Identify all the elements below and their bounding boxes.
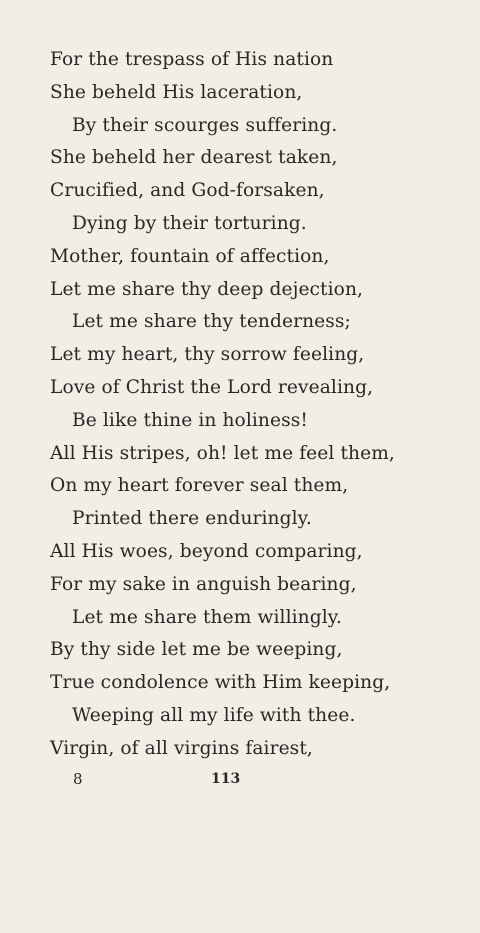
poem-line: She beheld His laceration,: [50, 81, 303, 103]
poem-line: Be like thine in holiness!: [72, 409, 308, 431]
poem-line: Printed there enduringly.: [72, 508, 312, 530]
poem-line: Mother, fountain of affection,: [50, 245, 330, 267]
page-number: 113: [211, 771, 241, 787]
poem-line: She beheld her dearest taken,: [50, 147, 338, 169]
poem-line: By thy side let me be weeping,: [50, 639, 343, 661]
poem-line: Weeping all my life with thee.: [72, 704, 356, 726]
poem-line: True condolence with Him keeping,: [50, 672, 391, 694]
poem-line: By their scourges suffering.: [72, 114, 338, 136]
poem-line: All His stripes, oh! let me feel them,: [50, 442, 395, 464]
poem-line: Let me share thy tenderness;: [72, 311, 351, 333]
poem-text: [0, 44, 480, 766]
poem-line: All His woes, beyond comparing,: [50, 540, 363, 562]
poem-line: For my sake in anguish bearing,: [50, 573, 357, 595]
poem-line: Let me share them willingly.: [72, 606, 342, 628]
poem-line: Let me share thy deep dejection,: [50, 278, 364, 300]
poem-line: Let my heart, thy sorrow feeling,: [50, 344, 365, 366]
poem-line: Crucified, and God-forsaken,: [50, 180, 325, 202]
poem-line: Love of Christ the Lord revealing,: [50, 376, 374, 398]
poem-line: Virgin, of all virgins fairest,: [50, 737, 313, 759]
poem-line: Dying by their torturing.: [72, 212, 307, 234]
poem-line: For the trespass of His nation: [50, 49, 334, 70]
page-footer: [0, 767, 480, 791]
poem-line: On my heart forever seal them,: [50, 475, 349, 497]
signature-mark: 8: [73, 770, 83, 788]
